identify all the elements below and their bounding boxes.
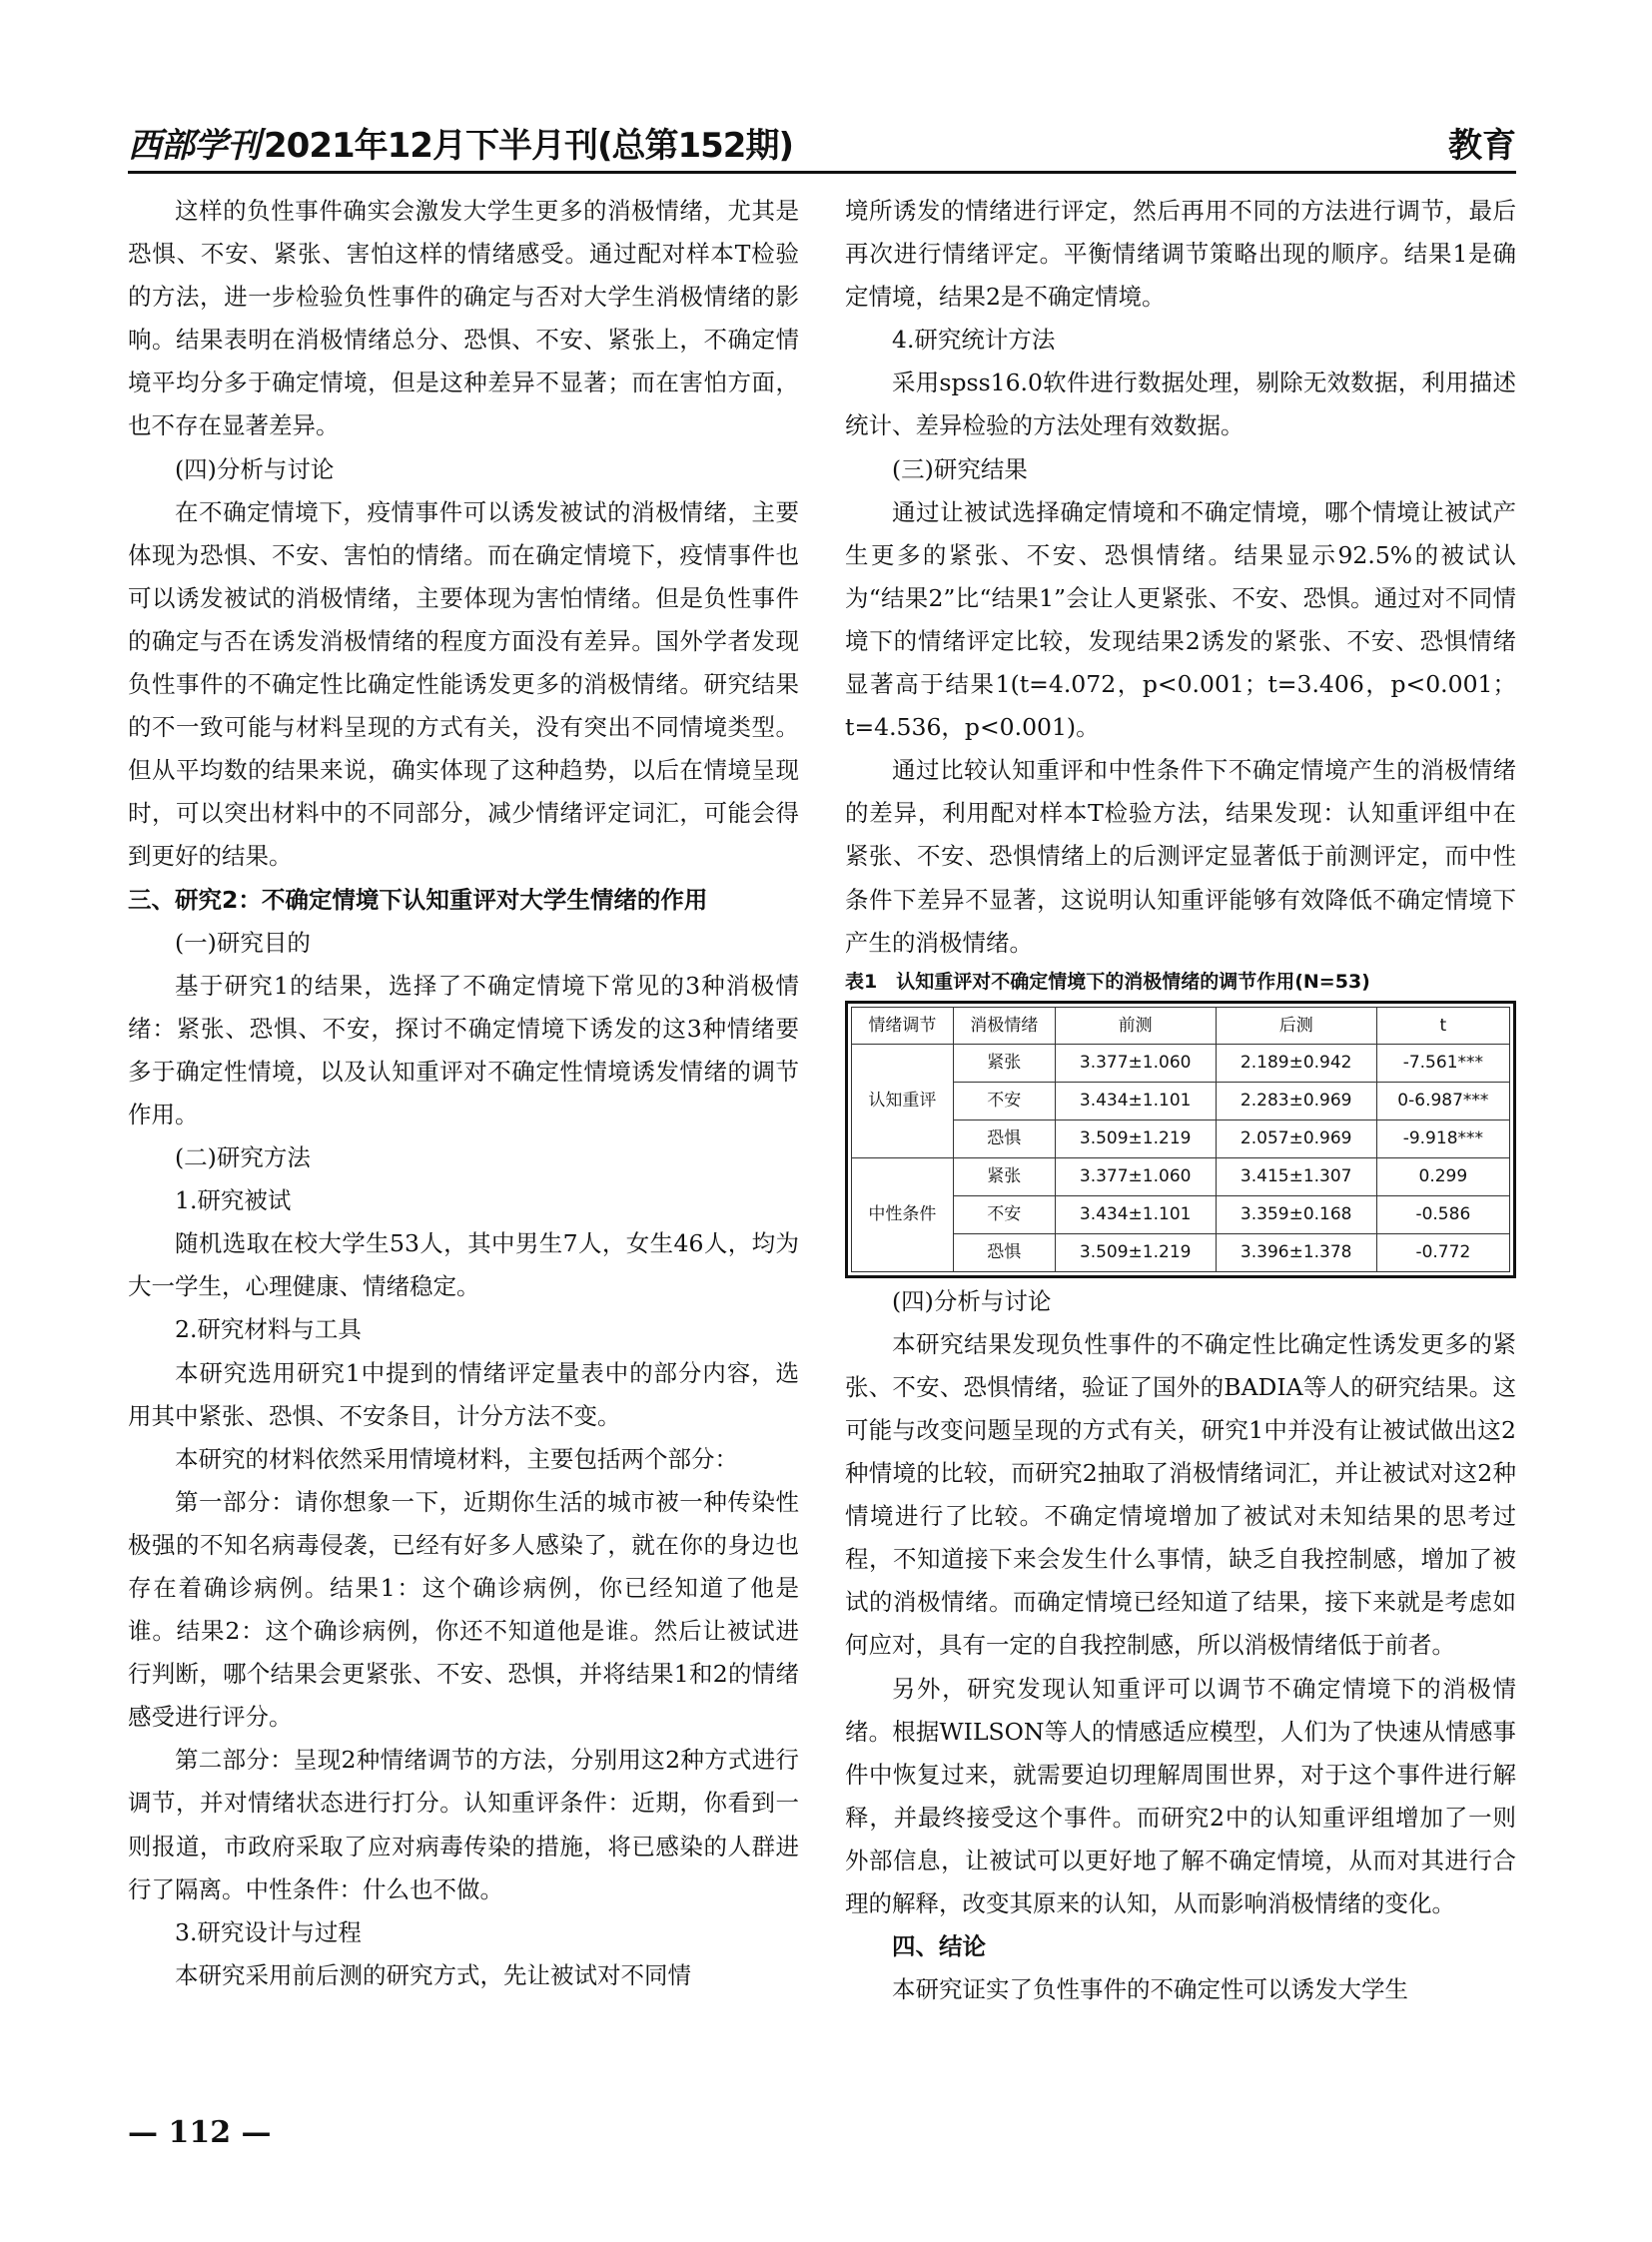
- heading-conclusion: 四、结论: [892, 1932, 986, 1961]
- post-cell: 3.359±0.168: [1216, 1195, 1376, 1233]
- post-cell: 3.396±1.378: [1216, 1233, 1376, 1271]
- column-header: t: [1376, 1007, 1509, 1044]
- paragraph: 基于研究1的结果，选择了不确定情境下常见的3种消极情绪：紧张、恐惧、不安，探讨不确定情境下诱发的这3种情绪要多于确定性情境，以及认知重评对不确定性情境诱发情绪的调节作用。: [128, 971, 799, 1128]
- paragraph: 在不确定情境下，疫情事件可以诱发被试的消极情绪，主要体现为恐惧、不安、害怕的情绪。而在确定情境下，疫情事件也可以诱发被试的消极情绪，主要体现为害怕情绪。但是负性事件的确定与否在诱发消极情绪的程度方面没有差异。国外学者发现负性事件的不确定性比确定性能诱发更多的消极情绪。研究结果的不一致可能与材料呈现的方式有关，没有突出不同情境类型。但从平均数的结果来说，确实体现了这种趋势，以后在情境呈现时，可以突出材料中的不同部分，减少情绪评定词汇，可能会得到更好的结果。: [128, 497, 799, 871]
- t-cell: 0-6.987***: [1376, 1082, 1509, 1120]
- section-label: 教育: [1448, 126, 1516, 166]
- emotion-cell: 恐惧: [953, 1233, 1055, 1271]
- heading-analysis-2: (四)分析与讨论: [892, 1286, 1052, 1315]
- paragraph: 本研究的材料依然采用情境材料，主要包括两个部分：: [175, 1444, 738, 1473]
- t-cell: -9.918***: [1376, 1120, 1509, 1157]
- heading-materials: 2.研究材料与工具: [175, 1315, 362, 1344]
- post-cell: 3.415±1.307: [1216, 1157, 1376, 1195]
- table-row: [852, 1157, 1510, 1195]
- group-cell: 中性条件: [852, 1157, 954, 1271]
- pre-cell: 3.509±1.219: [1055, 1120, 1216, 1157]
- post-cell: 2.283±0.969: [1216, 1082, 1376, 1120]
- heading-study-2: 三、研究2：不确定情境下认知重评对大学生情绪的作用: [128, 885, 708, 914]
- heading-stats: 4.研究统计方法: [892, 326, 1056, 355]
- table-row: [852, 1044, 1510, 1082]
- issue-info: 2021年12月下半月刊(总第152期): [264, 126, 793, 166]
- paragraph: 本研究证实了负性事件的不确定性可以诱发大学生: [892, 1975, 1408, 2004]
- emotion-cell: 恐惧: [953, 1120, 1055, 1157]
- heading-method: (二)研究方法: [175, 1143, 311, 1172]
- journal-logo: 西部学刊: [128, 126, 260, 166]
- t-cell: -0.772: [1376, 1233, 1509, 1271]
- emotion-cell: 不安: [953, 1195, 1055, 1233]
- pre-cell: 3.434±1.101: [1055, 1082, 1216, 1120]
- column-header: 消极情绪: [953, 1007, 1055, 1044]
- group-cell: 认知重评: [852, 1044, 954, 1157]
- left-column: [128, 190, 799, 1997]
- column-header: 情绪调节: [852, 1007, 954, 1044]
- emotion-cell: 紧张: [953, 1044, 1055, 1082]
- table-frame: [845, 1001, 1516, 1278]
- table-header-row: [852, 1007, 1510, 1044]
- paragraph: 第一部分：请你想象一下，近期你生活的城市被一种传染性极强的不知名病毒侵袭，已经有好多人感染了，就在你的身边也存在着确诊病例。结果1：这个确诊病例，你已经知道了他是谁。结果2：这个确诊病例，你还不知道他是谁。然后让被试进行判断，哪个结果会更紧张、不安、恐惧，并将结果1和2的情绪感受进行评分。: [128, 1487, 799, 1732]
- t-cell: 0.299: [1376, 1157, 1509, 1195]
- table-caption: 表1 认知重评对不确定情境下的消极情绪的调节作用(N=53): [845, 970, 1370, 993]
- column-header: 前测: [1055, 1007, 1216, 1044]
- paragraph: 本研究结果发现负性事件的不确定性比确定性诱发更多的紧张、不安、恐惧情绪，验证了国外的BADIA等人的研究结果。这可能与改变问题呈现的方式有关，研究1中并没有让被试做出这2种情境的比较，而研究2抽取了消极情绪词汇，并让被试对这2种情境进行了比较。不确定情境增加了被试对未知结果的思考过程，不知道接下来会发生什么事情，缺乏自我控制感，增加了被试的消极情绪。而确定情境已经知道了结果，接下来就是考虑如何应对，具有一定的自我控制感，所以消极情绪低于前者。: [845, 1329, 1516, 1660]
- heading-results: (三)研究结果: [892, 454, 1028, 483]
- paragraph: 另外，研究发现认知重评可以调节不确定情境下的消极情绪。根据WILSON等人的情感适应模型，人们为了快速从情感事件中恢复过来，就需要迫切理解周围世界，对于这个事件进行解释，并最终接受这个事件。而研究2中的认知重评组增加了一则外部信息，让被试可以更好地了解不确定情境，从而对其进行合理的解释，改变其原来的认知，从而影响消极情绪的变化。: [845, 1674, 1516, 1917]
- post-cell: 2.189±0.942: [1216, 1044, 1376, 1082]
- paragraph: 本研究选用研究1中提到的情绪评定量表中的部分内容，选用其中紧张、恐惧、不安条目，计分方法不变。: [128, 1358, 799, 1430]
- paragraph: 通过比较认知重评和中性条件下不确定情境产生的消极情绪的差异，利用配对样本T检验方法，结果发现：认知重评组中在紧张、不安、恐惧情绪上的后测评定显著低于前测评定，而中性条件下差异不显著，这说明认知重评能够有效降低不确定情境下产生的消极情绪。: [845, 756, 1516, 957]
- paragraph: 本研究采用前后测的研究方式，先让被试对不同情: [175, 1960, 691, 1989]
- results-table: [851, 1007, 1510, 1272]
- pre-cell: 3.377±1.060: [1055, 1157, 1216, 1195]
- pre-cell: 3.434±1.101: [1055, 1195, 1216, 1233]
- paragraph: 随机选取在校大学生53人，其中男生7人，女生46人，均为大一学生，心理健康、情绪稳定。: [128, 1229, 799, 1301]
- journal-title: [128, 118, 793, 167]
- paragraph: 第二部分：呈现2种情绪调节的方法，分别用这2种方式进行调节，并对情绪状态进行打分。认知重评条件：近期，你看到一则报道，市政府采取了应对病毒传染的措施，将已感染的人群进行了隔离。中性条件：什么也不做。: [128, 1746, 799, 1903]
- paragraph: 通过让被试选择确定情境和不确定情境，哪个情境让被试产生更多的紧张、不安、恐惧情绪。结果显示92.5%的被试认为“结果2”比“结果1”会让人更紧张、不安、恐惧。通过对不同情境下的情绪评定比较，发现结果2诱发的紧张、不安、恐惧情绪显著高于结果1(t=4.072，p<0.001；t=3.406，p<0.001；t=4.536，p<0.001)。: [845, 497, 1516, 742]
- heading-design: 3.研究设计与过程: [175, 1917, 362, 1946]
- header-rule: [128, 171, 1516, 174]
- t-cell: -0.586: [1376, 1195, 1509, 1233]
- paragraph: 这样的负性事件确实会激发大学生更多的消极情绪，尤其是恐惧、不安、紧张、害怕这样的情绪感受。通过配对样本T检验的方法，进一步检验负性事件的确定与否对大学生消极情绪的影响。结果表明在消极情绪总分、恐惧、不安、紧张上，不确定情境平均分多于确定情境，但是这种差异不显著；而在害怕方面，也不存在显著差异。: [128, 197, 799, 440]
- pre-cell: 3.377±1.060: [1055, 1044, 1216, 1082]
- emotion-cell: 紧张: [953, 1157, 1055, 1195]
- paragraph: 采用spss16.0软件进行数据处理，剔除无效数据，利用描述统计、差异检验的方法处理有效数据。: [845, 369, 1516, 440]
- pre-cell: 3.509±1.219: [1055, 1233, 1216, 1271]
- heading-analysis-1: (四)分析与讨论: [175, 454, 335, 483]
- page-number: — 112 —: [128, 2115, 272, 2150]
- emotion-cell: 不安: [953, 1082, 1055, 1120]
- column-header: 后测: [1216, 1007, 1376, 1044]
- t-cell: -7.561***: [1376, 1044, 1509, 1082]
- paragraph: 境所诱发的情绪进行评定，然后再用不同的方法进行调节，最后再次进行情绪评定。平衡情绪调节策略出现的顺序。结果1是确定情境，结果2是不确定情境。: [845, 197, 1516, 312]
- right-column: [845, 190, 1516, 2011]
- post-cell: 2.057±0.969: [1216, 1120, 1376, 1157]
- page-header: [128, 118, 1516, 168]
- heading-subjects: 1.研究被试: [175, 1186, 292, 1215]
- heading-purpose: (一)研究目的: [175, 928, 311, 957]
